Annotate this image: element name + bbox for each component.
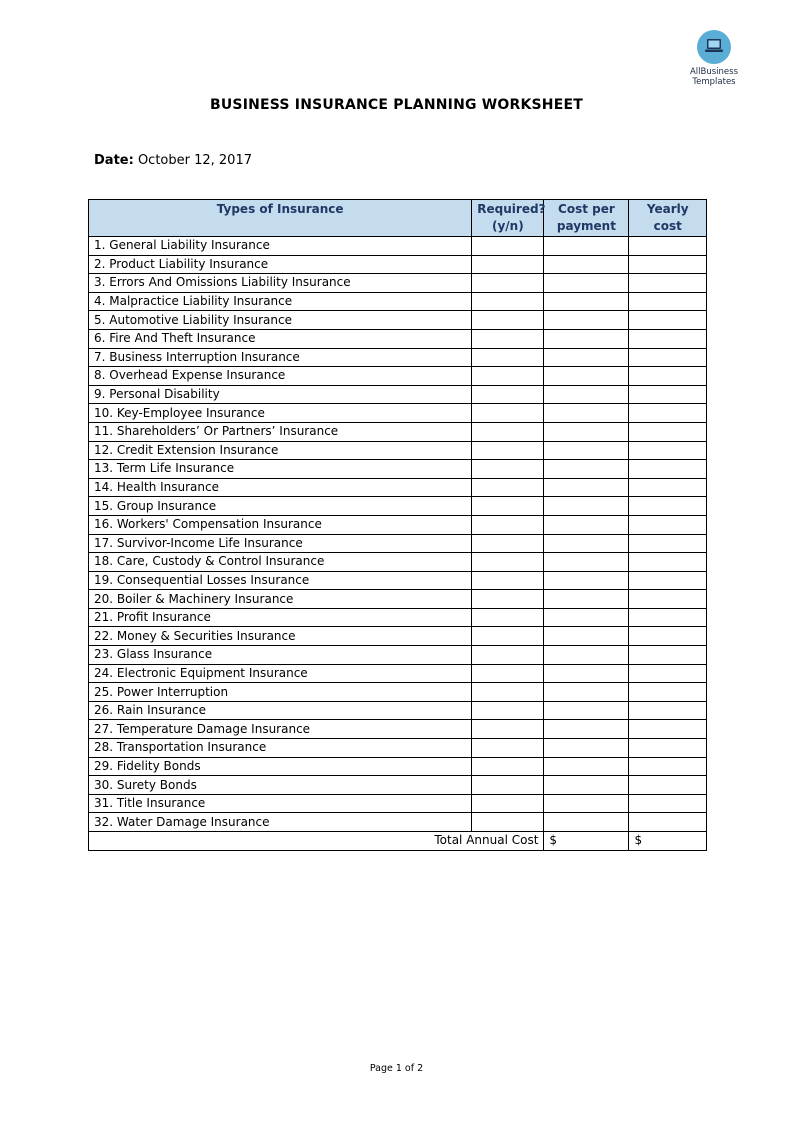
required-cell[interactable] <box>472 497 544 516</box>
insurance-type-cell: 7. Business Interruption Insurance <box>89 348 472 367</box>
header-required: Required? (y/n) <box>472 200 544 237</box>
date-label: Date: <box>94 153 134 168</box>
brand-logo <box>686 30 742 87</box>
required-cell[interactable] <box>472 571 544 590</box>
insurance-type-cell: 30. Surety Bonds <box>89 776 472 795</box>
insurance-type-cell: 11. Shareholders’ Or Partners’ Insurance <box>89 422 472 441</box>
required-cell[interactable] <box>472 553 544 572</box>
date-value: October 12, 2017 <box>137 153 252 168</box>
table-row <box>89 553 707 572</box>
table-row <box>89 237 707 256</box>
table-row <box>89 646 707 665</box>
insurance-type-cell: 17. Survivor-Income Life Insurance <box>89 534 472 553</box>
required-cell[interactable] <box>472 701 544 720</box>
yearly-cost-cell[interactable] <box>629 534 707 553</box>
yearly-cost-cell[interactable] <box>629 683 707 702</box>
table-row <box>89 794 707 813</box>
cost-per-payment-cell[interactable] <box>544 813 629 832</box>
yearly-cost-cell[interactable] <box>629 292 707 311</box>
yearly-cost-cell[interactable] <box>629 571 707 590</box>
yearly-cost-cell[interactable] <box>629 367 707 386</box>
insurance-type-cell: 21. Profit Insurance <box>89 608 472 627</box>
required-cell[interactable] <box>472 646 544 665</box>
yearly-cost-cell[interactable] <box>629 627 707 646</box>
table-row <box>89 255 707 274</box>
table-row <box>89 683 707 702</box>
total-yearly-cost-cell[interactable]: $ <box>629 832 707 851</box>
yearly-cost-cell[interactable] <box>629 255 707 274</box>
yearly-cost-cell[interactable] <box>629 441 707 460</box>
required-cell[interactable] <box>472 311 544 330</box>
yearly-cost-cell[interactable] <box>629 329 707 348</box>
cost-per-payment-cell[interactable] <box>544 497 629 516</box>
insurance-type-cell: 12. Credit Extension Insurance <box>89 441 472 460</box>
cost-per-payment-cell[interactable] <box>544 720 629 739</box>
insurance-type-cell: 23. Glass Insurance <box>89 646 472 665</box>
table-row <box>89 292 707 311</box>
insurance-type-cell: 5. Automotive Liability Insurance <box>89 311 472 330</box>
required-cell[interactable] <box>472 385 544 404</box>
required-cell[interactable] <box>472 422 544 441</box>
required-cell[interactable] <box>472 441 544 460</box>
required-cell[interactable] <box>472 776 544 795</box>
cost-per-payment-cell[interactable] <box>544 385 629 404</box>
insurance-type-cell: 13. Term Life Insurance <box>89 460 472 479</box>
cost-per-payment-cell[interactable] <box>544 367 629 386</box>
cost-per-payment-cell[interactable] <box>544 553 629 572</box>
cost-per-payment-cell[interactable] <box>544 571 629 590</box>
insurance-type-cell: 20. Boiler & Machinery Insurance <box>89 590 472 609</box>
cost-per-payment-cell[interactable] <box>544 739 629 758</box>
insurance-type-cell: 14. Health Insurance <box>89 478 472 497</box>
cost-per-payment-cell[interactable] <box>544 515 629 534</box>
table-row <box>89 422 707 441</box>
cost-per-payment-cell[interactable] <box>544 794 629 813</box>
required-cell[interactable] <box>472 534 544 553</box>
insurance-type-cell: 16. Workers' Compensation Insurance <box>89 515 472 534</box>
table-row <box>89 348 707 367</box>
yearly-cost-cell[interactable] <box>629 646 707 665</box>
date-line <box>94 153 252 168</box>
required-cell[interactable] <box>472 292 544 311</box>
required-cell[interactable] <box>472 255 544 274</box>
required-cell[interactable] <box>472 813 544 832</box>
cost-per-payment-cell[interactable] <box>544 627 629 646</box>
cost-per-payment-cell[interactable] <box>544 646 629 665</box>
table-row <box>89 515 707 534</box>
total-annual-cost-label: Total Annual Cost <box>89 832 544 851</box>
insurance-type-cell: 15. Group Insurance <box>89 497 472 516</box>
table-row <box>89 664 707 683</box>
yearly-cost-cell[interactable] <box>629 776 707 795</box>
yearly-cost-cell[interactable] <box>629 348 707 367</box>
cost-per-payment-cell[interactable] <box>544 329 629 348</box>
cost-per-payment-cell[interactable] <box>544 292 629 311</box>
cost-per-payment-cell[interactable] <box>544 404 629 423</box>
table-row <box>89 534 707 553</box>
yearly-cost-cell[interactable] <box>629 739 707 758</box>
insurance-type-cell: 27. Temperature Damage Insurance <box>89 720 472 739</box>
insurance-type-cell: 3. Errors And Omissions Liability Insurance <box>89 274 472 293</box>
required-cell[interactable] <box>472 460 544 479</box>
table-row <box>89 441 707 460</box>
table-row <box>89 701 707 720</box>
required-cell[interactable] <box>472 757 544 776</box>
yearly-cost-cell[interactable] <box>629 460 707 479</box>
table-row <box>89 404 707 423</box>
required-cell[interactable] <box>472 367 544 386</box>
cost-per-payment-cell[interactable] <box>544 255 629 274</box>
cost-per-payment-cell[interactable] <box>544 478 629 497</box>
table-row <box>89 274 707 293</box>
insurance-type-cell: 2. Product Liability Insurance <box>89 255 472 274</box>
insurance-type-cell: 4. Malpractice Liability Insurance <box>89 292 472 311</box>
cost-per-payment-cell[interactable] <box>544 590 629 609</box>
yearly-cost-cell[interactable] <box>629 515 707 534</box>
required-cell[interactable] <box>472 683 544 702</box>
insurance-type-cell: 26. Rain Insurance <box>89 701 472 720</box>
logo-text-line2: Templates <box>692 77 736 87</box>
required-cell[interactable] <box>472 348 544 367</box>
table-row <box>89 720 707 739</box>
table-row <box>89 311 707 330</box>
cost-per-payment-cell[interactable] <box>544 608 629 627</box>
header-types-of-insurance: Types of Insurance <box>89 200 472 237</box>
required-cell[interactable] <box>472 404 544 423</box>
insurance-worksheet-table <box>88 199 707 851</box>
table-row <box>89 478 707 497</box>
insurance-type-cell: 22. Money & Securities Insurance <box>89 627 472 646</box>
yearly-cost-cell[interactable] <box>629 237 707 256</box>
required-cell[interactable] <box>472 794 544 813</box>
table-header-row <box>89 200 707 237</box>
insurance-type-cell: 19. Consequential Losses Insurance <box>89 571 472 590</box>
cost-per-payment-cell[interactable] <box>544 441 629 460</box>
insurance-type-cell: 1. General Liability Insurance <box>89 237 472 256</box>
required-cell[interactable] <box>472 590 544 609</box>
table-row <box>89 739 707 758</box>
page-number: Page 1 of 2 <box>369 1063 424 1074</box>
yearly-cost-cell[interactable] <box>629 664 707 683</box>
logo-text-line1: AllBusiness <box>689 67 739 77</box>
insurance-type-cell: 29. Fidelity Bonds <box>89 757 472 776</box>
required-cell[interactable] <box>472 237 544 256</box>
yearly-cost-cell[interactable] <box>629 311 707 330</box>
table-row <box>89 385 707 404</box>
total-row <box>89 832 707 851</box>
required-cell[interactable] <box>472 515 544 534</box>
table-row <box>89 757 707 776</box>
yearly-cost-cell[interactable] <box>629 590 707 609</box>
yearly-cost-cell[interactable] <box>629 385 707 404</box>
insurance-type-cell: 25. Power Interruption <box>89 683 472 702</box>
cost-per-payment-cell[interactable] <box>544 274 629 293</box>
table-row <box>89 776 707 795</box>
table-row <box>89 571 707 590</box>
required-cell[interactable] <box>472 627 544 646</box>
yearly-cost-cell[interactable] <box>629 701 707 720</box>
yearly-cost-cell[interactable] <box>629 274 707 293</box>
cost-per-payment-cell[interactable] <box>544 237 629 256</box>
header-yearly-cost: Yearly cost <box>629 200 707 237</box>
cost-per-payment-cell[interactable] <box>544 757 629 776</box>
cost-per-payment-cell[interactable] <box>544 460 629 479</box>
required-cell[interactable] <box>472 664 544 683</box>
insurance-type-cell: 10. Key-Employee Insurance <box>89 404 472 423</box>
cost-per-payment-cell[interactable] <box>544 664 629 683</box>
insurance-type-cell: 31. Title Insurance <box>89 794 472 813</box>
table-row <box>89 367 707 386</box>
table-row <box>89 627 707 646</box>
insurance-type-cell: 8. Overhead Expense Insurance <box>89 367 472 386</box>
total-cost-per-payment-cell[interactable]: $ <box>544 832 629 851</box>
insurance-type-cell: 9. Personal Disability <box>89 385 472 404</box>
yearly-cost-cell[interactable] <box>629 422 707 441</box>
laptop-icon <box>697 30 731 64</box>
yearly-cost-cell[interactable] <box>629 794 707 813</box>
insurance-type-cell: 6. Fire And Theft Insurance <box>89 329 472 348</box>
required-cell[interactable] <box>472 608 544 627</box>
required-cell[interactable] <box>472 478 544 497</box>
yearly-cost-cell[interactable] <box>629 608 707 627</box>
yearly-cost-cell[interactable] <box>629 497 707 516</box>
cost-per-payment-cell[interactable] <box>544 776 629 795</box>
insurance-type-cell: 24. Electronic Equipment Insurance <box>89 664 472 683</box>
cost-per-payment-cell[interactable] <box>544 311 629 330</box>
insurance-type-cell: 32. Water Damage Insurance <box>89 813 472 832</box>
cost-per-payment-cell[interactable] <box>544 701 629 720</box>
table-row <box>89 460 707 479</box>
insurance-type-cell: 18. Care, Custody & Control Insurance <box>89 553 472 572</box>
cost-per-payment-cell[interactable] <box>544 422 629 441</box>
table-row <box>89 608 707 627</box>
cost-per-payment-cell[interactable] <box>544 534 629 553</box>
table-row <box>89 497 707 516</box>
header-cost-per-payment: Cost per payment <box>544 200 629 237</box>
page-title: BUSINESS INSURANCE PLANNING WORKSHEET <box>209 97 584 113</box>
required-cell[interactable] <box>472 720 544 739</box>
cost-per-payment-cell[interactable] <box>544 348 629 367</box>
yearly-cost-cell[interactable] <box>629 404 707 423</box>
table-row <box>89 590 707 609</box>
required-cell[interactable] <box>472 739 544 758</box>
table-row <box>89 329 707 348</box>
yearly-cost-cell[interactable] <box>629 813 707 832</box>
table-row <box>89 813 707 832</box>
yearly-cost-cell[interactable] <box>629 720 707 739</box>
cost-per-payment-cell[interactable] <box>544 683 629 702</box>
yearly-cost-cell[interactable] <box>629 553 707 572</box>
required-cell[interactable] <box>472 329 544 348</box>
yearly-cost-cell[interactable] <box>629 478 707 497</box>
yearly-cost-cell[interactable] <box>629 757 707 776</box>
insurance-type-cell: 28. Transportation Insurance <box>89 739 472 758</box>
required-cell[interactable] <box>472 274 544 293</box>
